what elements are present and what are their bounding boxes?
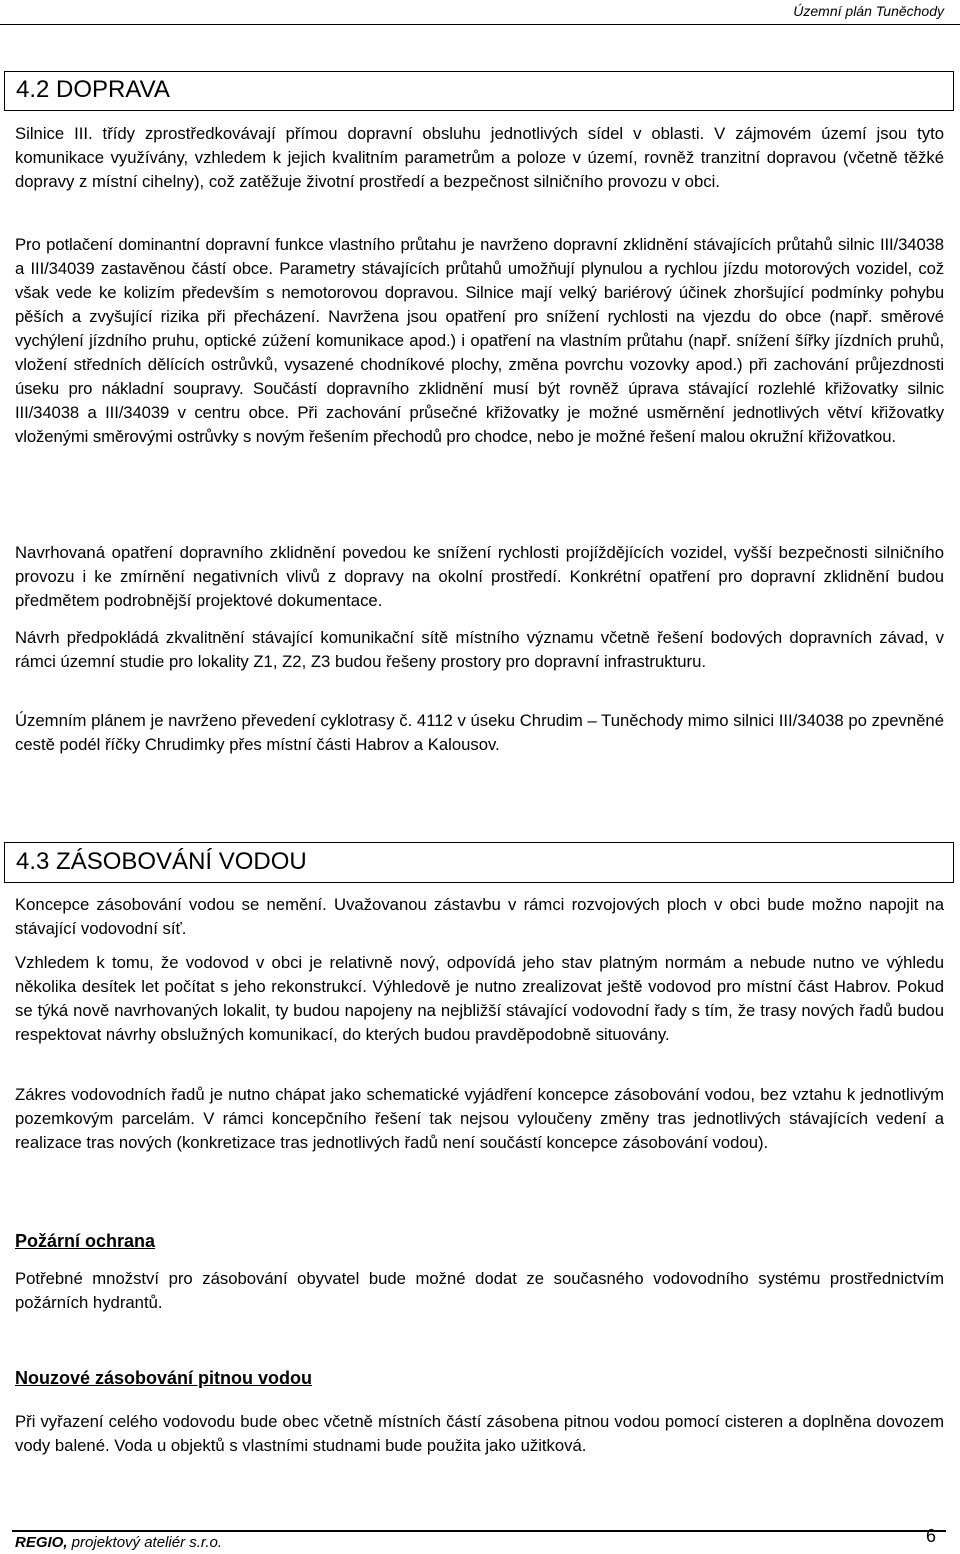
paragraph-traffic-4: Návrh předpokládá zkvalitnění stávající komunikační sítě místního významu včetně řešení bodových dopravních závad, v rámci územní studie pro lokality Z1, Z2, Z3 budou řešeny prostory pro dopravní infrastrukturu. [15, 628, 944, 671]
fire-protection-heading: Požární ochrana [15, 1231, 156, 1251]
header-divider [0, 24, 960, 25]
fire-protection-text: Potřebné množství pro zásobování obyvatel bude možné dodat ze současného vodovodního systému prostřednictvím požárních hydrantů. [15, 1269, 944, 1312]
footer-divider [12, 1530, 946, 1532]
paragraph-traffic-3: Navrhovaná opatření dopravního zklidnění povedou ke snížení rychlosti projíždějících vozidel, vyšší bezpečnosti silničního provozu i ke zmírnění negativních vlivů z dopravy na okolní prostředí. Konkrétní opatření pro dopravní zklidnění budou předmětem podrobnější projektové dokumentace. [15, 543, 944, 610]
section-4-3-heading-box [4, 842, 954, 883]
paragraph-traffic-1: Silnice III. třídy zprostředkovávají přímou dopravní obsluhu jednotlivých sídel v oblasti. V zájmovém území jsou tyto komunikace využívány, vzhledem k jejich kvalitním parametrům a poloze v území, rovněž tranzitní dopravou (včetně těžké dopravy z místní cihelny), což zatěžuje životní prostředí a bezpečnost silničního provozu v obci. [15, 124, 944, 191]
paragraph-water-1: Koncepce zásobování vodou se nemění. Uvažovanou zástavbu v rámci rozvojových ploch v obci bude možno napojit na stávající vodovodní síť. [15, 895, 944, 938]
footer-company-bold: REGIO, [15, 1534, 68, 1551]
paragraph-traffic-2: Pro potlačení dominantní dopravní funkce vlastního průtahu je navrženo dopravní zklidnění stávajících průtahů silnic III/34038 a III/34039 zastavěnou částí obce. Parametry stávajících průtahů umožňují plynulou a rychlou jízdu motorových vozidel, což však vede ke kolizím především s nemotorovou dopravou. Silnice mají velký bariérový účinek zhoršující podmínky pohybu pěších a zvyšující rizika při přecházení. Navržena jsou opatření pro snížení rychlosti na vjezdu do obce (např. směrové vychýlení jízdního pruhu, optické zúžení komunikace apod.) i opatření na vlastním průtahu (např. snížení šířky jízdních pruhů, vložení středních dělících ostrůvků, vysazené chodníkové plochy, změna povrchu vozovky apod.) při zachování průjezdnosti úseku pro nákladní soupravy. Součástí dopravního zklidnění musí být rovněž úprava stávající rozlehlé křižovatky silnic III/34038 a III/34039 v centru obce. Při zachování průsečné křižovatky je možné usměrnění jednotlivých větví křižovatky vloženými směrovými ostrůvky s novým řešením přechodů pro chodce, nebo je možné řešení malou okružní křižovatkou. [15, 235, 944, 446]
paragraph-water-3: Zákres vodovodních řadů je nutno chápat jako schematické vyjádření koncepce zásobování vodou, bez vztahu k jednotlivým pozemkovým parcelám. V rámci koncepčního řešení tak nejsou vyloučeny změny tras jednotlivých stávajících vedení a realizace tras nových (konkretizace tras jednotlivých řadů není součástí koncepce zásobování vodou). [15, 1085, 944, 1152]
section-4-3-title: 4.3 ZÁSOBOVÁNÍ VODOU [16, 848, 307, 875]
emergency-water-text: Při vyřazení celého vodovodu bude obec včetně místních částí zásobena pitnou vodou pomocí cisteren a doplněna dovozem vody balené. Voda u objektů s vlastními studnami bude použita jako užitková. [15, 1412, 944, 1455]
emergency-water-heading: Nouzové zásobování pitnou vodou [15, 1368, 312, 1388]
footer-company [15, 1534, 222, 1551]
page-header-title: Územní plán Tuněchody [793, 3, 944, 19]
footer-company-rest: projektový ateliér s.r.o. [67, 1534, 223, 1551]
paragraph-traffic-5: Územním plánem je navrženo převedení cyklotrasy č. 4112 v úseku Chrudim – Tuněchody mimo silnici III/34038 po zpevněné cestě podél říčky Chrudimky přes místní části Habrov a Kalousov. [15, 711, 944, 754]
section-4-2-title: 4.2 DOPRAVA [16, 76, 170, 103]
paragraph-water-2: Vzhledem k tomu, že vodovod v obci je relativně nový, odpovídá jeho stav platným normám a nebude nutno ve výhledu několika desítek let počítat s jeho rekonstrukcí. Výhledově je nutno zrealizovat ještě vodovod pro místní část Habrov. Pokud se týká nově navrhovaných lokalit, ty budou napojeny na nejbližší stávající vodovodní řady s tím, že trasy nových řadů budou respektovat návrhy obslužných komunikací, do kterých budou pravděpodobně situovány. [15, 953, 944, 1044]
page-number: 6 [925, 1526, 936, 1546]
section-4-2-heading-box [4, 71, 954, 111]
